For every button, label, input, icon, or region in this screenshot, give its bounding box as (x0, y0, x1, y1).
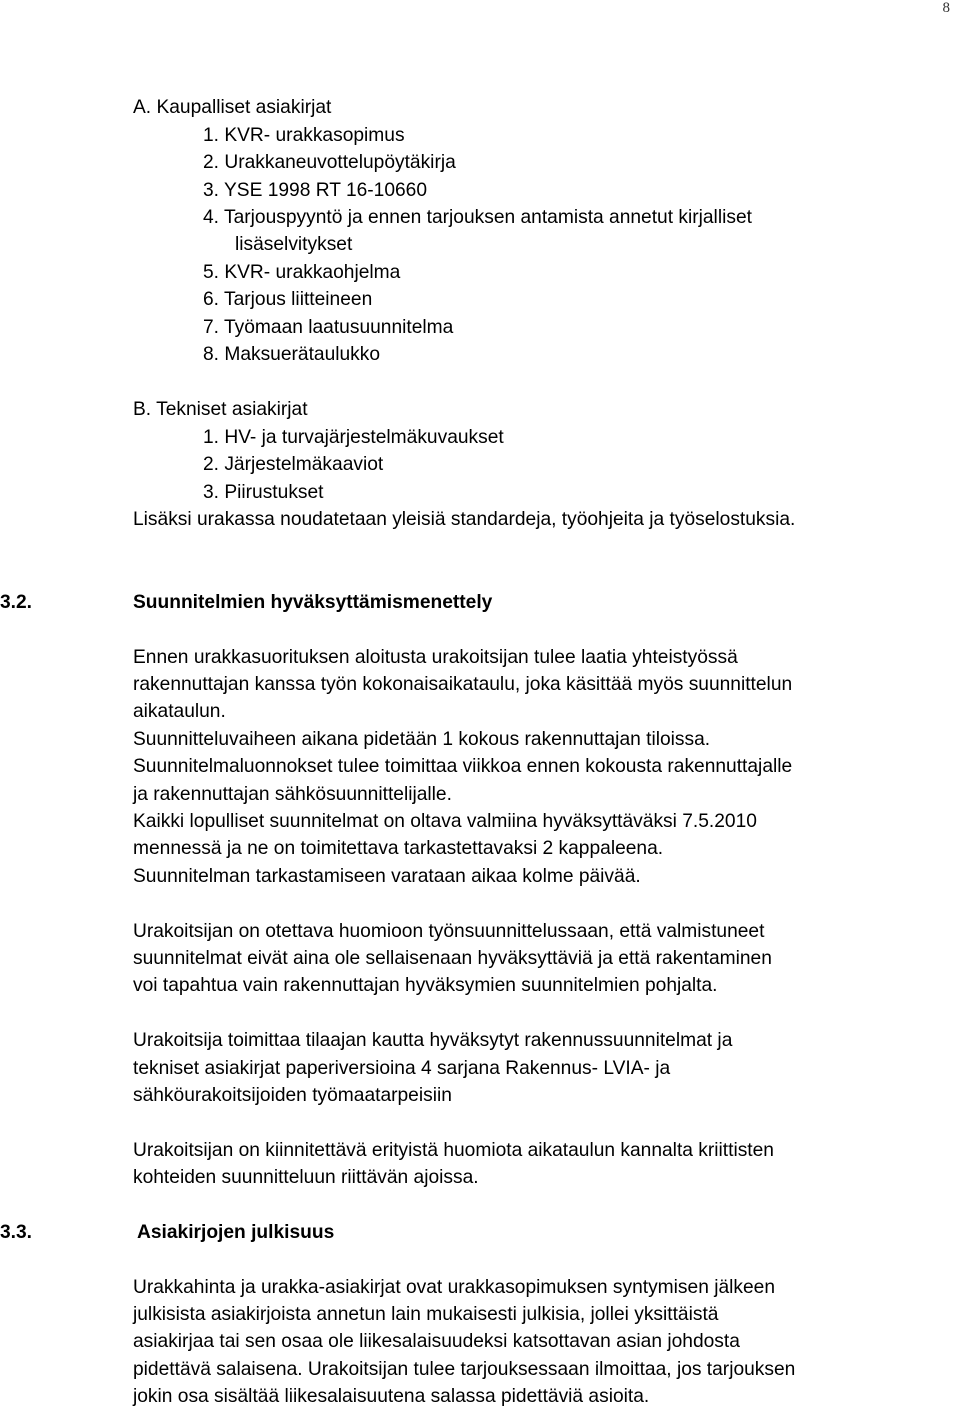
paragraph-line: rakennuttajan kanssa työn kokonaisaikataulu, joka käsittää myös suunnittelun (133, 674, 793, 695)
paragraph-line: tekniset asiakirjat paperiversioina 4 sarjana Rakennus- LVIA- ja (133, 1058, 671, 1079)
paragraph-line: kohteiden suunnitteluun riittävän ajoissa. (133, 1167, 479, 1188)
section-3-3-number: 3.3. (0, 1222, 33, 1243)
section-3-3-title: Asiakirjojen julkisuus (137, 1222, 335, 1243)
paragraph-line: Kaikki lopulliset suunnitelmat on oltava valmiina hyväksyttäväksi 7.5.2010 (133, 811, 757, 832)
section-b-heading: B. Tekniset asiakirjat (133, 399, 308, 420)
section-a-item: 4. Tarjouspyyntö ja ennen tarjouksen antamista annetut kirjalliset (203, 207, 752, 228)
section-3-2-title: Suunnitelmien hyväksyttämismenettely (133, 592, 493, 613)
paragraph-line: Ennen urakkasuorituksen aloitusta urakoitsijan tulee laatia yhteistyössä (133, 647, 738, 668)
section-a-item: 1. KVR- urakkasopimus (203, 125, 405, 146)
page-number: 8 (942, 0, 950, 16)
paragraph-line: Urakkahinta ja urakka-asiakirjat ovat urakkasopimuksen syntymisen jälkeen (133, 1277, 776, 1298)
paragraph-line: mennessä ja ne on toimitettava tarkastettavaksi 2 kappaleena. (133, 838, 664, 859)
paragraph-line: jokin osa sisältää liikesalaisuutena salassa pidettäviä asioita. (133, 1386, 650, 1407)
paragraph-line: ja rakennuttajan sähkösuunnittelijalle. (133, 784, 452, 805)
section-a-item: 6. Tarjous liitteineen (203, 289, 373, 310)
paragraph-line: asiakirjaa tai sen osaa ole liikesalaisuudeksi katsottavan asian johdosta (133, 1331, 740, 1352)
section-a-item: 8. Maksuerätaulukko (203, 344, 381, 365)
paragraph-line: Suunnitelmaluonnokset tulee toimittaa viikkoa ennen kokousta rakennuttajalle (133, 756, 793, 777)
paragraph-line: Urakoitsija toimittaa tilaajan kautta hyväksytyt rakennussuunnitelmat ja (133, 1030, 733, 1051)
paragraph-line: Suunnitteluvaiheen aikana pidetään 1 kokous rakennuttajan tiloissa. (133, 729, 711, 750)
paragraph-line: sähköurakoitsijoiden työmaatarpeisiin (133, 1085, 452, 1106)
section-a-item: 5. KVR- urakkaohjelma (203, 262, 401, 283)
paragraph-line: Urakoitsijan on otettava huomioon työnsuunnittelussaan, että valmistuneet (133, 921, 765, 942)
section-b-item: 3. Piirustukset (203, 482, 324, 503)
section-a-item: 3. YSE 1998 RT 16-10660 (203, 180, 428, 201)
paragraph-line: Urakoitsijan on kiinnitettävä erityistä huomiota aikataulun kannalta kriittisten (133, 1140, 774, 1161)
section-a-item: 7. Työmaan laatusuunnitelma (203, 317, 454, 338)
paragraph-line: Suunnitelman tarkastamiseen varataan aikaa kolme päivää. (133, 866, 641, 887)
section-a-heading: A. Kaupalliset asiakirjat (133, 97, 332, 118)
paragraph-line: pidettävä salaisena. Urakoitsijan tulee tarjouksessaan ilmoittaa, jos tarjouksen (133, 1359, 796, 1380)
paragraph-line: aikataulun. (133, 701, 226, 722)
section-a-item: 2. Urakkaneuvottelupöytäkirja (203, 152, 456, 173)
section-b-item: 2. Järjestelmäkaaviot (203, 454, 384, 475)
paragraph-line: voi tapahtua vain rakennuttajan hyväksymien suunnitelmien pohjalta. (133, 975, 718, 996)
section-3-2-number: 3.2. (0, 592, 33, 613)
section-b-item: 1. HV- ja turvajärjestelmäkuvaukset (203, 427, 504, 448)
section-a-item-continuation: lisäselvitykset (235, 234, 353, 255)
paragraph-line: julkisista asiakirjoista annetun lain mukaisesti julkisia, jollei yksittäistä (133, 1304, 719, 1325)
paragraph-line: suunnitelmat eivät aina ole sellaisenaan hyväksyttäviä ja että rakentaminen (133, 948, 772, 969)
section-b-note: Lisäksi urakassa noudatetaan yleisiä standardeja, työohjeita ja työselostuksia. (133, 509, 796, 530)
